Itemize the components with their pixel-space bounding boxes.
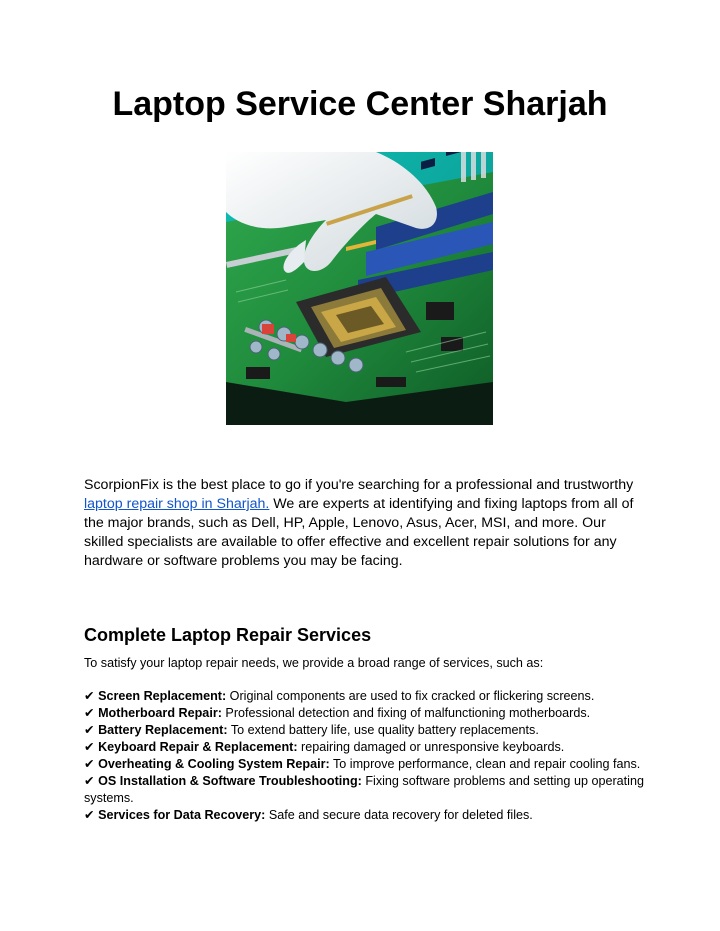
section-lead: To satisfy your laptop repair needs, we provide a broad range of services, such as:: [84, 656, 544, 670]
service-description: Original components are used to fix cracked or flickering screens.: [226, 689, 595, 703]
check-icon: ✔: [84, 689, 95, 703]
service-description: Fixing software problems and setting up operating systems.: [84, 774, 644, 805]
motherboard-illustration: [226, 152, 493, 425]
check-icon: ✔: [84, 808, 95, 822]
intro-text-after-link: We are experts at identifying and fixing laptops from all of the major brands, such as Dell, HP, Apple, Lenovo, Asus, Acer, MSI, and more. Our skilled specialists are available to offer effective and excellent repair solutions for any hardware or software problems you may be facing.: [84, 496, 634, 569]
check-icon: ✔: [84, 740, 95, 754]
list-item: [84, 807, 644, 824]
intro-paragraph: [84, 476, 644, 571]
check-icon: ✔: [84, 774, 95, 788]
list-item: [84, 756, 644, 773]
motherboard-photo: [226, 152, 493, 425]
list-item: [84, 739, 644, 756]
check-icon: ✔: [84, 757, 95, 771]
list-item: [84, 722, 644, 739]
service-name: Keyboard Repair & Replacement:: [98, 740, 298, 754]
list-item: [84, 688, 644, 705]
service-description: To improve performance, clean and repair cooling fans.: [329, 757, 641, 771]
service-description: Safe and secure data recovery for deleted files.: [265, 808, 533, 822]
check-icon: ✔: [84, 723, 95, 737]
service-name: Screen Replacement:: [98, 689, 227, 703]
list-item: [84, 705, 644, 722]
services-list: [84, 688, 644, 824]
service-description: repairing damaged or unresponsive keyboards.: [297, 740, 565, 754]
service-name: Motherboard Repair:: [98, 706, 222, 720]
service-name: Services for Data Recovery:: [98, 808, 266, 822]
service-description: To extend battery life, use quality battery replacements.: [227, 723, 539, 737]
service-description: Professional detection and fixing of malfunctioning motherboards.: [221, 706, 591, 720]
service-name: Overheating & Cooling System Repair:: [98, 757, 330, 771]
repair-shop-link[interactable]: laptop repair shop in Sharjah.: [84, 496, 270, 512]
service-name: OS Installation & Software Troubleshooting:: [98, 774, 362, 788]
section-heading: Complete Laptop Repair Services: [84, 625, 372, 645]
service-name: Battery Replacement:: [98, 723, 228, 737]
list-item: [84, 773, 644, 807]
intro-text-before-link: ScorpionFix is the best place to go if you're searching for a professional and trustworthy: [84, 477, 634, 493]
check-icon: ✔: [84, 706, 95, 720]
page-title: Laptop Service Center Sharjah: [112, 85, 608, 123]
